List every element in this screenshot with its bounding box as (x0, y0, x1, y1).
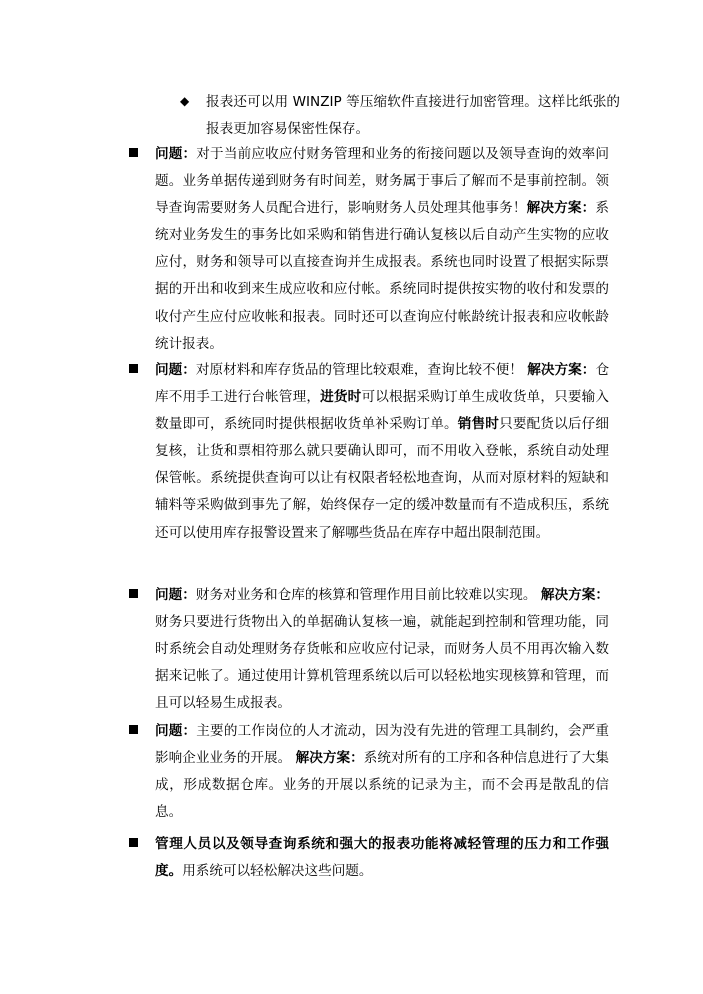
square-bullet-icon (129, 838, 138, 847)
problem-label: 问题： (155, 587, 196, 603)
sub-bullet-item (180, 89, 620, 143)
list-item (129, 357, 609, 547)
square-bullet-icon (129, 589, 138, 598)
solution-text: 系统对业务发生的事务比如采购和销售进行确认复核以后自动产生实物的应收应付，财务和领导可以直接查询并生成报表。系统也同时设置了根据实际票据的开出和收到来生成应收和应付帐。系统同时提供按实物的收付和发票的收付产生应付应收帐和报表。同时还可以查询应付帐龄统计报表和应收帐龄统计报表。 (155, 200, 610, 352)
list-item (129, 718, 609, 826)
problem-text: 财务对业务和仓库的核算和管理作用目前比较难以实现。 (195, 587, 537, 603)
list-item-text (155, 718, 609, 826)
diamond-bullet-icon: ◆ (180, 94, 190, 108)
solution-text-1: 仓库不用手工进行台帐管理， (155, 362, 610, 406)
list-item (129, 141, 609, 358)
list-item (129, 582, 609, 717)
list-item (129, 831, 609, 885)
summary-text: 用系统可以轻松解决这些问题。 (182, 863, 373, 880)
list-item-text (155, 582, 609, 717)
square-bullet-icon (129, 364, 138, 373)
list-item-text (155, 357, 609, 547)
problem-label: 问题： (155, 723, 197, 739)
solution-text: 财务只要进行货物出入的单据确认复核一遍，就能起到控制和管理功能，同时系统会自动处理财务存货帐和应收应付记录，而财务人员不用再次输入数据来记帐了。通过使用计算机管理系统以后可以轻松地实现核算和管理，而且可以轻易生成报表。 (155, 614, 609, 712)
purchase-label: 进货时 (320, 389, 362, 406)
solution-label: 解决方案： (526, 200, 596, 217)
solution-text-2: 可以根据采购订单生成收货单，只要输入数量即可，系统同时提供根据收货单补采购订单。 (155, 389, 610, 433)
solution-text: 系统对所有的工序和各种信息进行了大集成，形成数据仓库。业务的开展以系统的记录为主，而不会再是散乱的信息。 (155, 750, 610, 821)
solution-label: 解决方案： (527, 362, 596, 378)
solution-label: 解决方案： (540, 587, 610, 603)
square-bullet-icon (129, 725, 138, 734)
problem-text: 对于当前应收应付财务管理和业务的衔接问题以及领导查询的效率问题。业务单据传递到财务有时间差，财务属于事后了解而不是事前控制。领导查询需要财务人员配合进行，影响财务人员处理其他事务！ (155, 146, 610, 217)
problem-label: 问题： (155, 146, 197, 162)
solution-text-3: 只要配货以后仔细复核，让货和票相符那么就只要确认即可，而不用收入登帐，系统自动处理保管帐。系统提供查询可以让有权限者轻松地查询，从而对原材料的短缺和辅料等采购做到事先了解，始终保存一定的缓冲数量而有不造成积压，系统还可以使用库存报警设置来了解哪些货品在库存中超出限制范围。 (155, 416, 610, 541)
summary-bold-text: 管理人员以及领导查询系统和强大的报表功能将减轻管理的压力和工作强度。 (155, 836, 609, 880)
problem-text: 主要的工作岗位的人才流动，因为没有先进的管理工具制约，会严重影响企业业务的开展。 (155, 723, 610, 767)
problem-text: 对原材料和库存货品的管理比较艰难，查询比较不便！ (195, 362, 523, 378)
list-item-text (155, 831, 609, 885)
sales-label: 销售时 (457, 416, 500, 433)
list-item-text (155, 141, 609, 358)
solution-label: 解决方案： (295, 750, 364, 767)
sub-bullet-text: 报表还可以用 WINZIP 等压缩软件直接进行加密管理。这样比纸张的报表更加容易保密性保存。 (206, 94, 620, 137)
problem-label: 问题： (155, 362, 196, 378)
square-bullet-icon (129, 148, 138, 157)
